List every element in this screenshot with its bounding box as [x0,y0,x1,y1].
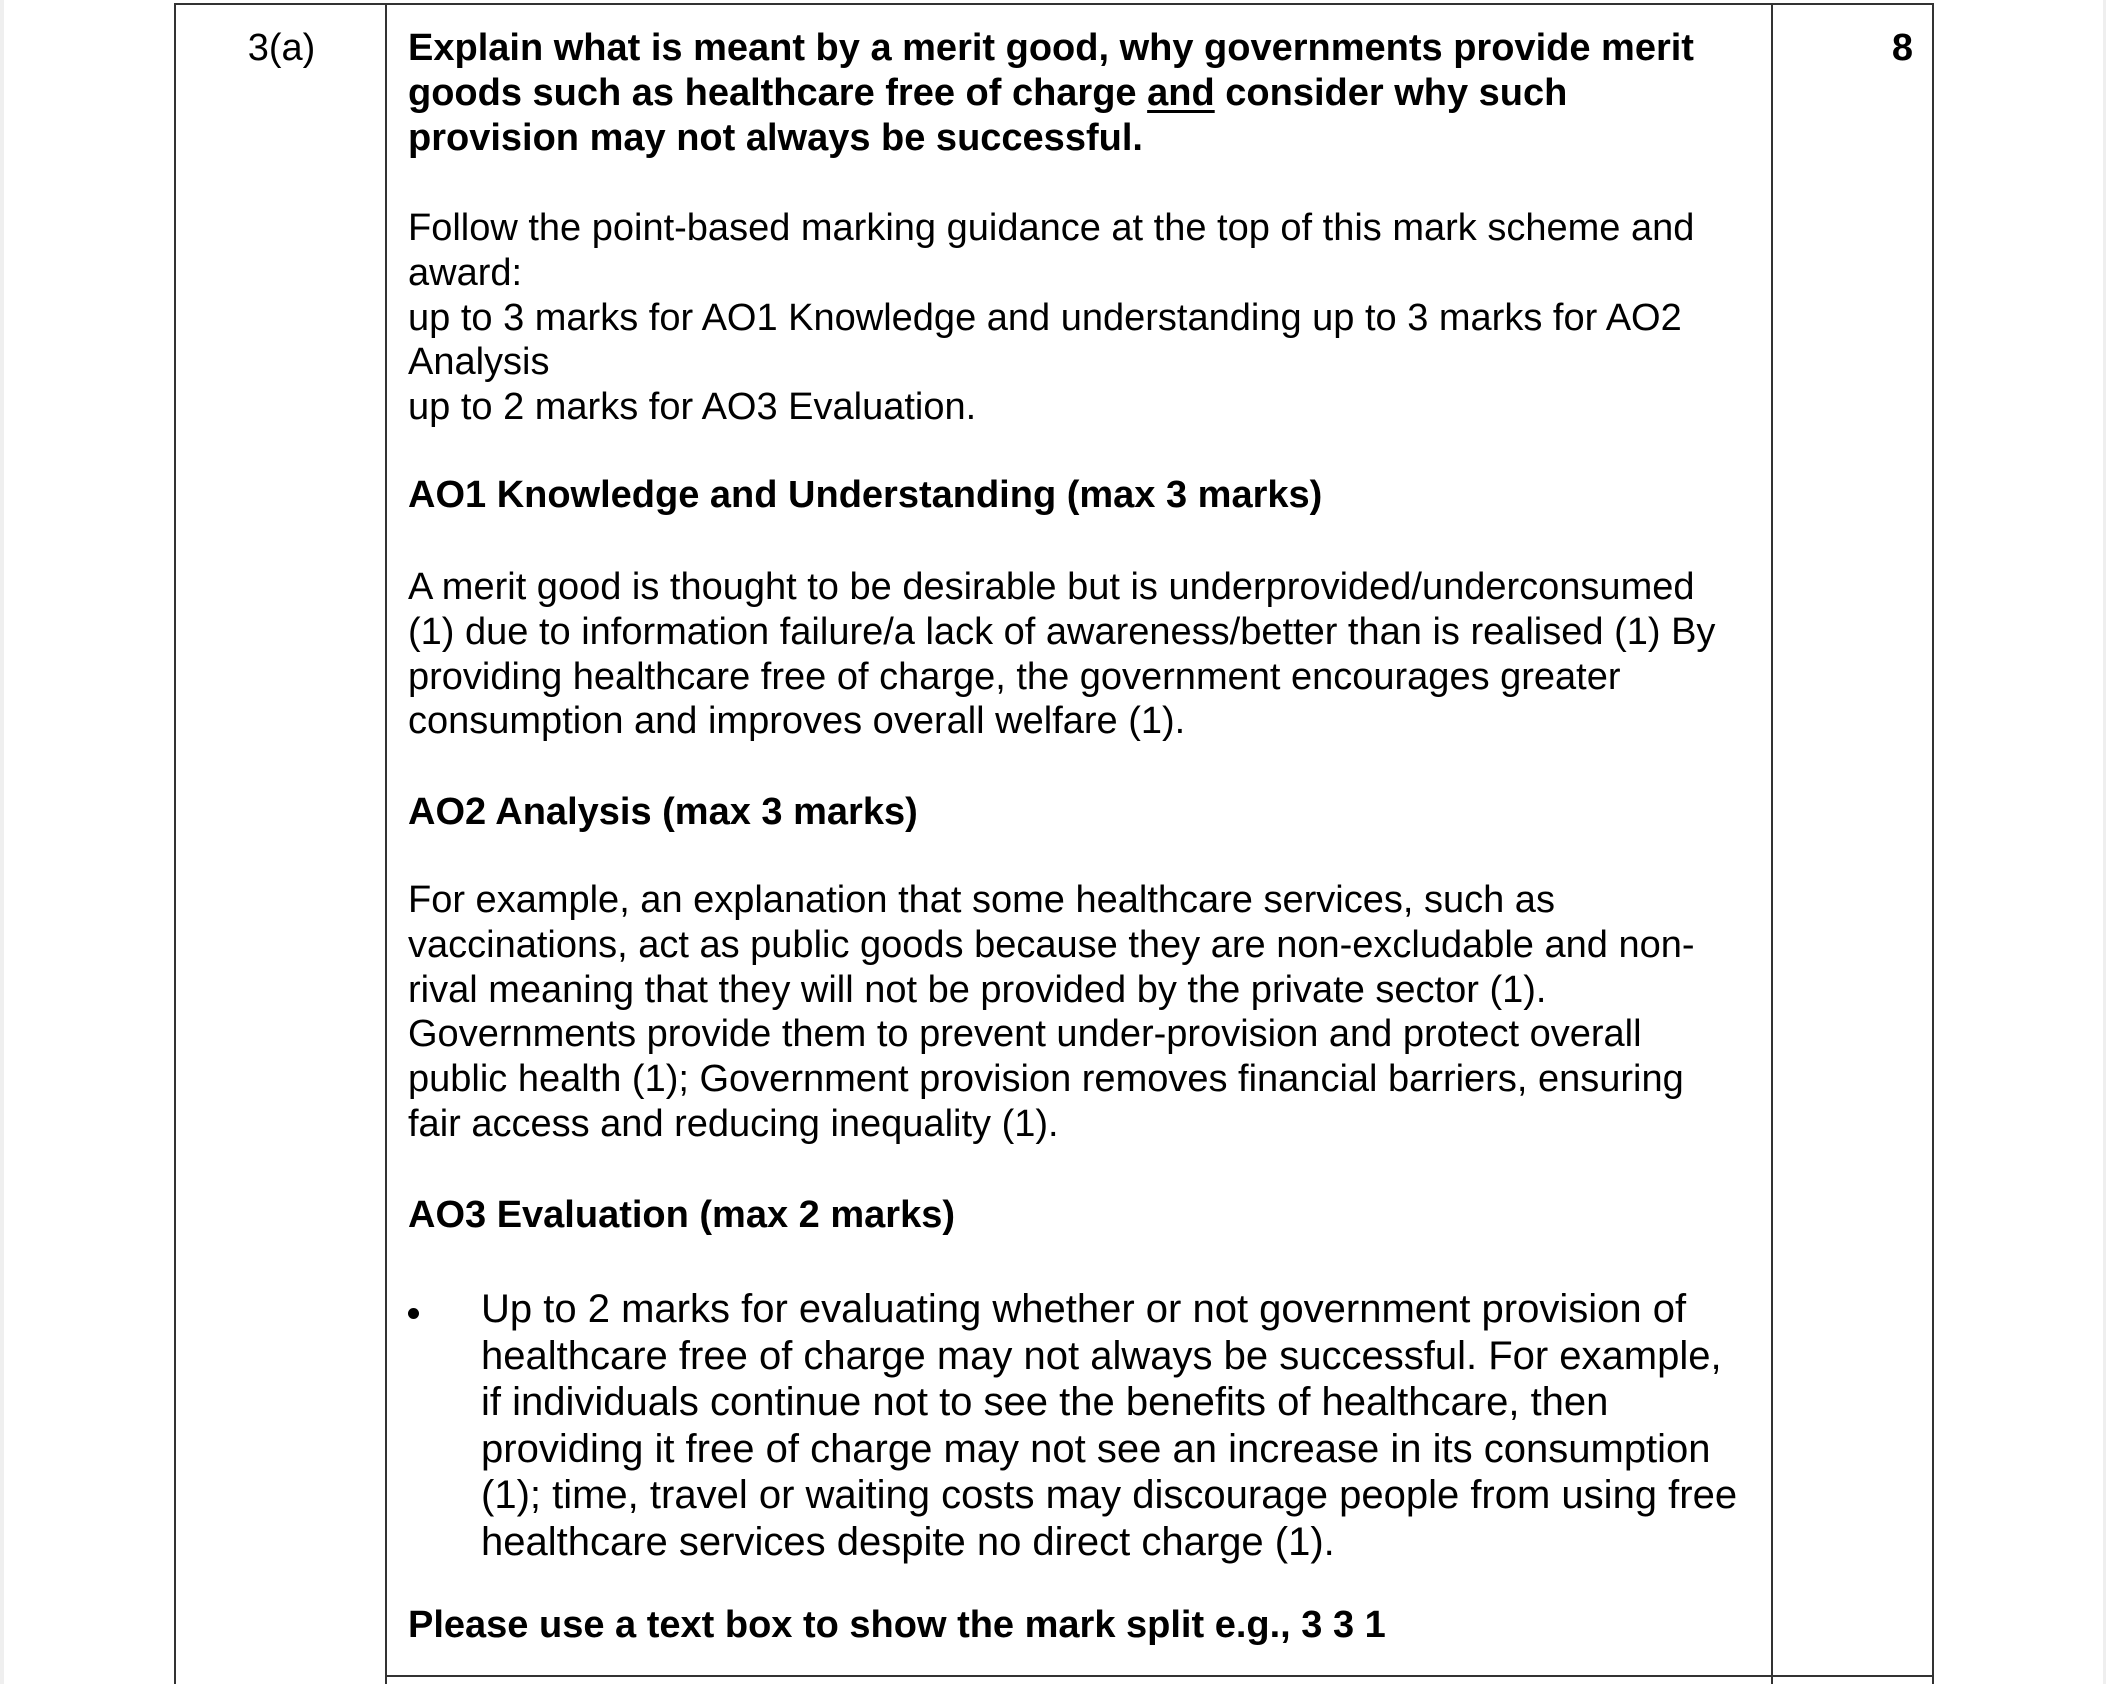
table-border-left [174,3,176,1684]
ao2-line: vaccinations, act as public goods because they are non-excludable and non- [408,923,1695,966]
ao3-line: healthcare services despite no direct charge (1). [481,1519,1335,1564]
guidance-line: up to 3 marks for AO1 Knowledge and understanding up to 3 marks for AO2 [408,296,1682,339]
table-border-right [1932,3,1934,1684]
prompt-underlined-and: and [1147,71,1215,114]
ao2-line: Governments provide them to prevent under-provision and protect overall [408,1013,1642,1056]
ao3-line: providing it free of charge may not see an increase in its consumption [481,1426,1711,1471]
prompt-line: provision may not always be successful. [408,116,1143,159]
ao2-line: public health (1); Government provision removes financial barriers, ensuring [408,1058,1684,1101]
ao2-body [408,878,1758,1147]
prompt-text: consider why such [1225,71,1568,114]
ao2-line: fair access and reducing inequality (1). [408,1102,1059,1145]
table-row-divider-bottom [385,1675,1934,1677]
ao2-line: For example, an explanation that some healthcare services, such as [408,879,1555,921]
ao1-line: A merit good is thought to be desirable but is underprovided/underconsumed [408,566,1695,608]
prompt-line [408,71,1758,116]
ao3-line: Up to 2 marks for evaluating whether or not government provision of [481,1287,1687,1331]
ao1-heading: AO1 Knowledge and Understanding (max 3 marks) [408,474,1323,516]
ao1-line: providing healthcare free of charge, the government encourages greater [408,655,1621,698]
ao2-heading: AO2 Analysis (max 3 marks) [408,791,918,833]
guidance-line: up to 2 marks for AO3 Evaluation. [408,386,977,429]
guidance-line: Analysis [408,341,550,384]
question-number: 3(a) [247,27,316,69]
ao2-line: rival meaning that they will not be provided by the private sector (1). [408,968,1547,1011]
marking-guidance [408,206,1758,430]
ao1-line: consumption and improves overall welfare (1). [408,700,1186,743]
ao3-line: healthcare free of charge may not always be successful. For example, [481,1333,1722,1378]
ao3-line: (1); time, travel or waiting costs may discourage people from using free [481,1473,1738,1518]
question-marks: 8 [1891,27,1913,69]
table-divider-question [385,3,387,1684]
page-edge-left [0,0,4,1684]
guidance-line: Follow the point-based marking guidance at the top of this mark scheme and [408,207,1695,249]
ao1-line: (1) due to information failure/a lack of awareness/better than is realised (1) By [408,610,1716,653]
ao3-line: if individuals continue not to see the benefits of healthcare, then [481,1380,1609,1425]
ao3-heading: AO3 Evaluation (max 2 marks) [408,1194,955,1236]
prompt-text: goods such as healthcare free of charge [408,71,1137,114]
question-prompt [408,26,1758,160]
guidance-line: award: [408,251,523,294]
mark-split-instruction: Please use a text box to show the mark split e.g., 3 3 1 [408,1604,1386,1646]
table-border-top [174,3,1934,5]
ao1-body [408,565,1758,744]
ao3-bullet-text [481,1286,1781,1566]
prompt-line: Explain what is meant by a merit good, why governments provide merit [408,27,1694,69]
